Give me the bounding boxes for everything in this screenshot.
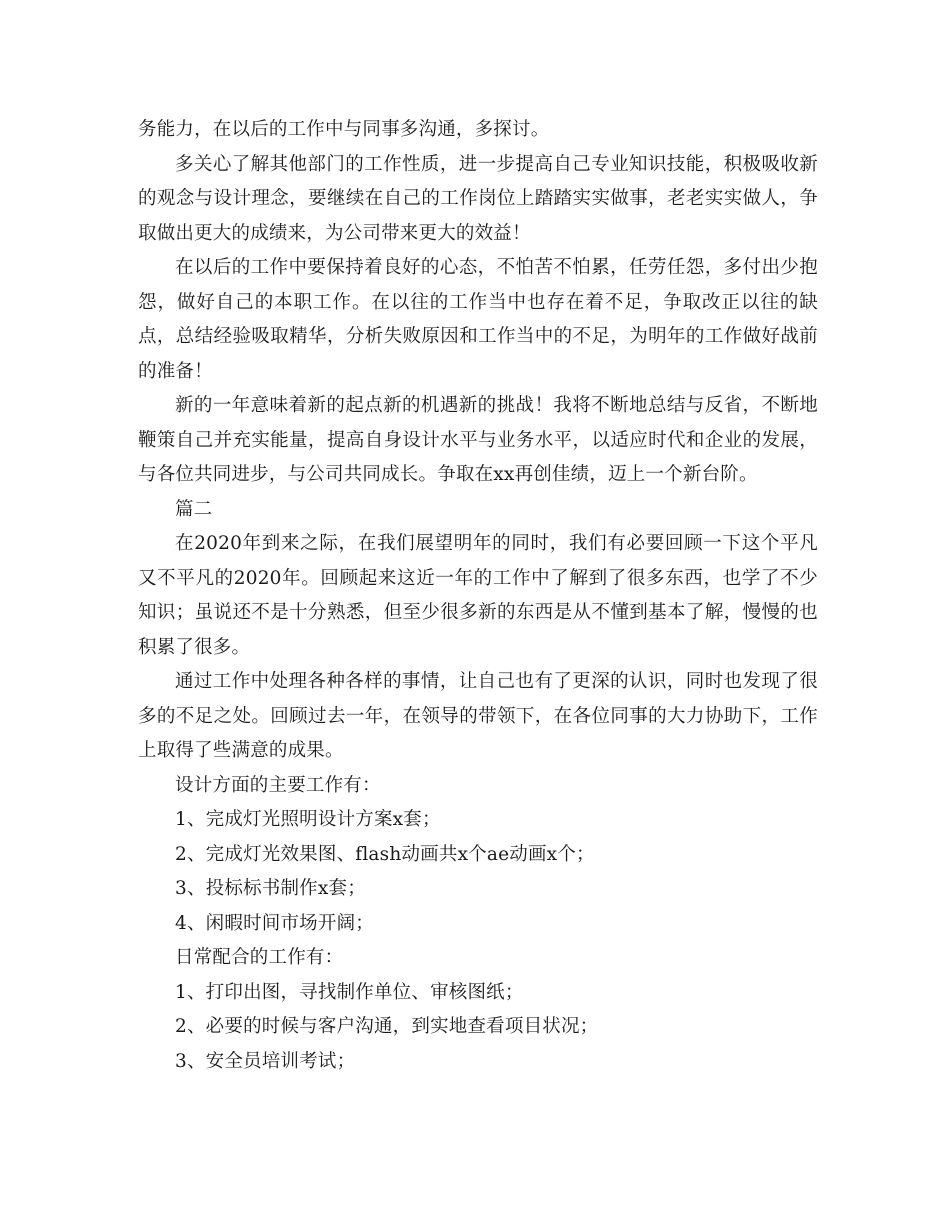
paragraph-review-2020: 在2020年到来之际，在我们展望明年的同时，我们有必要回顾一下这个平凡又不平凡的2020年。回顾起来这近一年的工作中了解到了很多东西，也学了不少知识；虽说还不是十分熟悉，但至少很多新的东西是从不懂到基本了解，慢慢的也积累了很多。 bbox=[138, 533, 818, 658]
daily-work-item: 1、打印出图，寻找制作单位、审核图纸； bbox=[175, 981, 524, 1003]
paragraph-good-attitude: 在以后的工作中要保持着良好的心态，不怕苦不怕累，任劳任怨，多付出少抱怨，做好自己的本职工作。在以往的工作当中也存在着不足，争取改正以往的缺点，总结经验吸取精华，分析失败原因和工作当中的不足，为明年的工作做好战前的准备！ bbox=[138, 257, 818, 382]
design-work-item: 3、投标标书制作x套； bbox=[175, 878, 366, 899]
design-work-item: 2、完成灯光效果图、flash动画共x个ae动画x个； bbox=[175, 843, 595, 865]
daily-work-heading: 日常配合的工作有： bbox=[175, 947, 344, 968]
design-work-heading: 设计方面的主要工作有： bbox=[175, 774, 381, 796]
section-heading-part-two: 篇二 bbox=[175, 498, 213, 520]
document-body bbox=[138, 113, 818, 1079]
daily-work-item: 2、必要的时候与客户沟通，到实地查看项目状况； bbox=[175, 1016, 599, 1037]
paragraph-learn-departments: 多关心了解其他部门的工作性质，进一步提高自己专业知识技能，积极吸收新的观念与设计理念，要继续在自己的工作岗位上踏踏实实做事，老老实实做人，争取做出更大的成绩来，为公司带来更大的效益！ bbox=[138, 153, 818, 244]
design-work-item: 1、完成灯光照明设计方案x套； bbox=[175, 809, 441, 830]
paragraph-continued-ability: 务能力，在以后的工作中与同事多沟通，多探讨。 bbox=[138, 119, 550, 140]
daily-work-item: 3、安全员培训考试； bbox=[175, 1050, 356, 1072]
paragraph-new-year: 新的一年意味着新的起点新的机遇新的挑战！我将不断地总结与反省，不断地鞭策自己并充实能量，提高自身设计水平与业务水平，以适应时代和企业的发展，与各位共同进步，与公司共同成长。争取在xx再创佳绩，迈上一个新台阶。 bbox=[138, 395, 818, 485]
design-work-item: 4、闲暇时间市场开阔； bbox=[175, 912, 374, 934]
paragraph-achievements: 通过工作中处理各种各样的事情，让自己也有了更深的认识，同时也发现了很多的不足之处。回顾过去一年，在领导的带领下，在各位同事的大力协助下，工作上取得了些满意的成果。 bbox=[138, 671, 818, 761]
